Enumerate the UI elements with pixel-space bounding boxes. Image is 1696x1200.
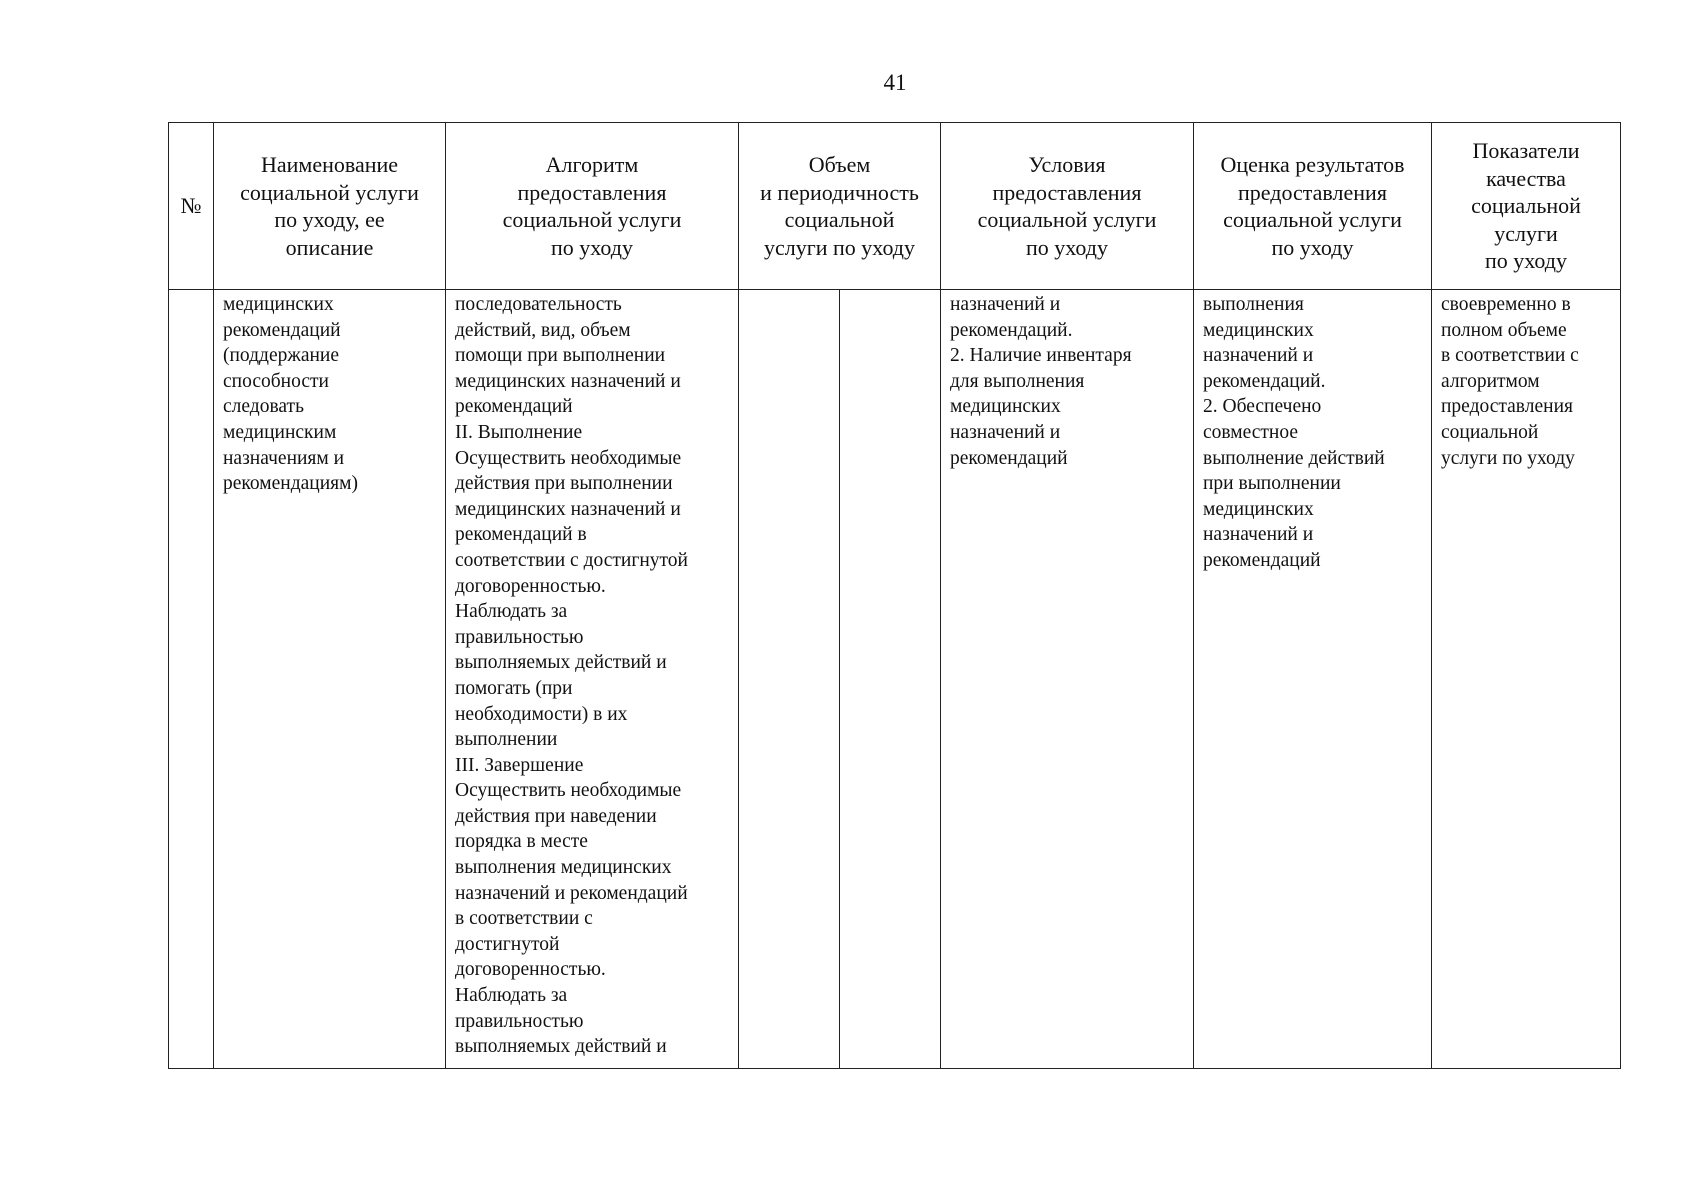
cell-text-line: назначений и — [1203, 524, 1314, 546]
cell-volume-part-1 — [739, 290, 839, 1068]
table-header-row — [169, 123, 1621, 290]
cell-text-line: (поддержание — [223, 345, 340, 367]
cell-text-line: в соответствии с — [1441, 345, 1579, 367]
cell-text-line: полном объеме — [1441, 319, 1567, 341]
cell-text-line: порядка в месте — [455, 831, 588, 853]
cell-text-line: рекомендаций — [1203, 549, 1321, 571]
cell-text-line: правильностью — [455, 626, 584, 648]
cell-text-line: выполнения — [1203, 294, 1304, 315]
cell-text-line: выполняемых действий и — [455, 652, 667, 674]
cell-text-line: следовать — [223, 396, 304, 418]
cell-text-line: 2. Наличие инвентаря — [950, 345, 1132, 367]
cell-text-line: рекомендациям) — [223, 473, 358, 495]
cell-text-line: помощи при выполнении — [455, 345, 666, 367]
cell-text-line: назначений и рекомендаций — [455, 882, 688, 904]
header-conditions — [941, 123, 1194, 290]
cell-text-line: правильностью — [455, 1010, 584, 1032]
header-line: Условия — [1028, 152, 1106, 177]
header-line: Оценка результатов — [1220, 152, 1405, 177]
header-line: и периодичность — [760, 179, 919, 205]
header-line: социальной услуги — [240, 179, 419, 205]
header-volume — [739, 123, 941, 290]
cell-text-line: медицинским — [223, 421, 337, 443]
header-quality — [1432, 123, 1621, 290]
cell-text-line: рекомендаций в — [455, 524, 587, 546]
header-line: по уходу — [1026, 234, 1108, 260]
header-line: № — [180, 193, 202, 219]
cell-text-line: назначений и — [950, 294, 1061, 315]
cell-text-line: Осуществить необходимые — [455, 447, 682, 469]
cell-text-line: действия при выполнении — [455, 473, 673, 495]
table-row — [169, 290, 1621, 1069]
header-line: по уходу — [1485, 248, 1567, 274]
cell-text-line: назначений и — [1203, 345, 1314, 367]
header-line: по уходу — [551, 234, 633, 260]
cell-text-line: в соответствии с — [455, 908, 593, 930]
cell-text-line: назначениям и — [223, 447, 345, 469]
cell-text-line: помогать (при — [455, 677, 573, 699]
cell-text-line: Наблюдать за — [455, 601, 568, 623]
cell-volume — [739, 290, 941, 1069]
cell-text-line: Осуществить необходимые — [455, 780, 682, 802]
cell-text-line: для выполнения — [950, 370, 1085, 392]
cell-text-line: медицинских — [950, 396, 1061, 418]
header-line: услуги — [1494, 220, 1558, 246]
header-number — [169, 123, 214, 290]
cell-volume-part-2 — [839, 290, 940, 1068]
cell-text-line: способности — [223, 370, 329, 392]
cell-text-line: рекомендаций — [455, 396, 573, 418]
cell-text-line: медицинских — [1203, 498, 1314, 520]
cell-text-line: выполняемых действий и — [455, 1036, 667, 1058]
cell-text-line: рекомендаций. — [1203, 370, 1326, 392]
header-line: описание — [285, 234, 374, 260]
header-line: по уходу, ее — [274, 207, 385, 232]
cell-text-line: Наблюдать за — [455, 985, 568, 1007]
cell-text-line: услуги по уходу — [1441, 447, 1575, 469]
header-line: социальной услуги — [502, 207, 682, 232]
cell-text-line: совместное — [1203, 421, 1299, 443]
cell-text-line: действий, вид, объем — [455, 319, 631, 341]
cell-text-line: III. Завершение — [455, 754, 584, 776]
cell-text-line: назначений и — [950, 421, 1061, 443]
header-line: предоставления — [517, 179, 667, 205]
cell-algorithm — [446, 290, 739, 1069]
cell-quality — [1432, 290, 1621, 1069]
cell-text-line: рекомендаций — [223, 319, 341, 341]
cell-text-line: социальной — [1441, 421, 1539, 443]
cell-text-line: при выполнении — [1203, 473, 1341, 495]
cell-number — [169, 290, 214, 1069]
cell-text-line: 2. Обеспечено — [1203, 396, 1322, 418]
header-line: Алгоритм — [545, 152, 639, 177]
header-line: предоставления — [992, 179, 1142, 205]
cell-conditions — [941, 290, 1194, 1069]
cell-text-line: выполнения медицинских — [455, 857, 672, 879]
header-line: Показатели — [1472, 138, 1580, 164]
cell-text-line: договоренностью. — [455, 575, 606, 597]
header-service-name — [214, 123, 446, 290]
cell-evaluation — [1194, 290, 1432, 1069]
cell-text-line: выполнении — [455, 729, 558, 751]
cell-text-line: необходимости) в их — [455, 703, 628, 725]
header-line: социальной услуги — [1223, 207, 1402, 232]
header-evaluation — [1194, 123, 1432, 290]
cell-text-line: договоренностью. — [455, 959, 606, 981]
volume-split — [739, 290, 940, 1068]
header-line: Объем — [808, 152, 871, 177]
header-line: услуги по уходу — [763, 234, 916, 260]
cell-text-line: медицинских — [1203, 319, 1314, 341]
header-line: социальной — [1471, 193, 1581, 219]
header-line: по уходу — [1271, 234, 1354, 260]
cell-text-line: медицинских назначений и — [455, 498, 681, 520]
header-line: Наименование — [260, 152, 399, 177]
cell-text-line: медицинских назначений и — [455, 370, 681, 392]
cell-text-line: действия при наведении — [455, 805, 657, 827]
cell-text-line: соответствии с достигнутой — [455, 549, 688, 571]
header-line: социальной — [784, 207, 895, 232]
cell-text-line: рекомендаций. — [950, 319, 1073, 341]
cell-text-line: предоставления — [1441, 396, 1573, 418]
cell-text-line: медицинских — [223, 294, 334, 315]
cell-text-line: алгоритмом — [1441, 370, 1540, 392]
cell-text-line: достигнутой — [455, 933, 560, 955]
cell-text-line: рекомендаций — [950, 447, 1068, 469]
cell-service-description — [214, 290, 446, 1069]
header-line: предоставления — [1238, 179, 1387, 205]
services-table — [168, 122, 1621, 1069]
page-number: 41 — [883, 70, 907, 95]
cell-text-line: своевременно в — [1441, 294, 1571, 315]
cell-text-line: последовательность — [455, 294, 622, 315]
cell-text-line: II. Выполнение — [455, 421, 583, 443]
header-line: социальной услуги — [977, 207, 1157, 232]
header-algorithm — [446, 123, 739, 290]
cell-text-line: выполнение действий — [1203, 447, 1385, 469]
header-line: качества — [1486, 165, 1566, 191]
